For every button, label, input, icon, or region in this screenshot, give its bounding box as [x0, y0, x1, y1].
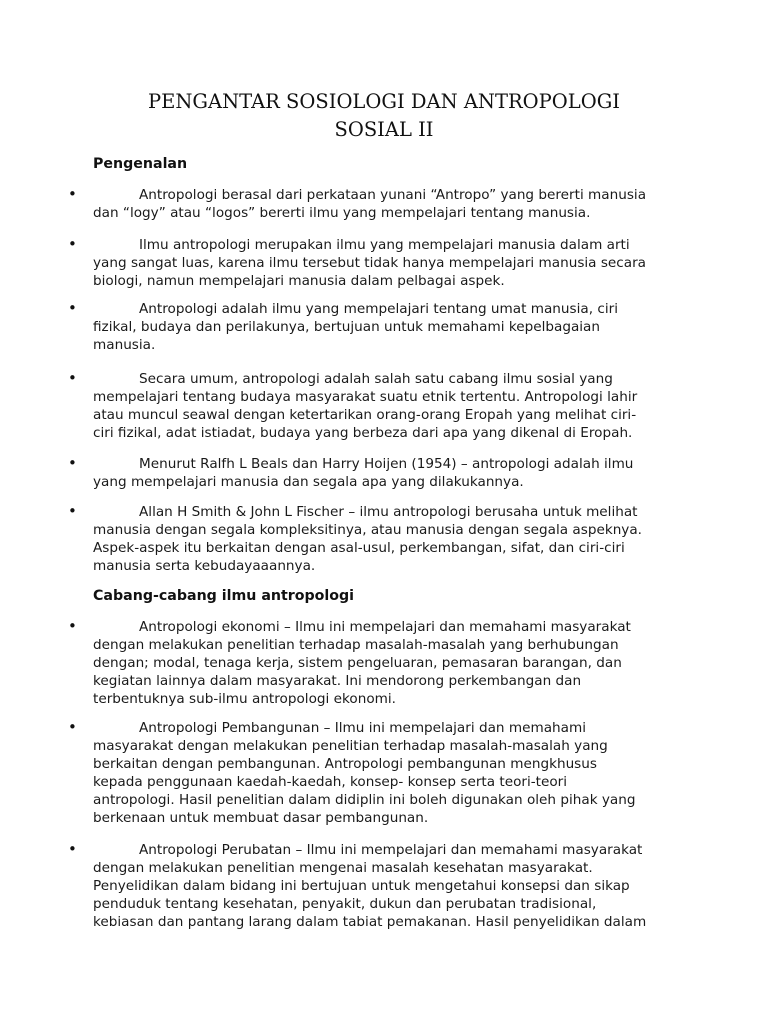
bullet-text-line: manusia. — [93, 337, 156, 354]
bullet-text-line: antropologi. Hasil penelitian dalam didiplin ini boleh digunakan oleh pihak yang — [93, 792, 636, 809]
bullet-text-line: Antropologi ekonomi – Ilmu ini mempelajari dan memahami masyarakat — [139, 619, 631, 635]
bullet-item — [68, 299, 683, 354]
bullet-text-line: masyarakat dengan melakukan penelitian terhadap masalah-masalah yang — [93, 738, 608, 755]
bullet-text-line: dengan melakukan penelitian terhadap masalah-masalah yang berhubungan — [93, 637, 619, 654]
bullet-text-line: Menurut Ralfh L Beals dan Harry Hoijen (1954) – antropologi adalah ilmu — [139, 456, 634, 472]
bullet-item — [68, 454, 683, 491]
bullet-item — [68, 718, 683, 828]
bullet-marker: • — [68, 185, 77, 203]
bullet-marker: • — [68, 235, 77, 253]
bullet-marker: • — [68, 369, 77, 387]
bullet-marker: • — [68, 502, 77, 520]
bullet-text-line: Allan H Smith & John L Fischer – ilmu antropologi berusaha untuk melihat — [139, 504, 638, 520]
bullet-text-line: Ilmu antropologi merupakan ilmu yang mempelajari manusia dalam arti — [139, 237, 630, 253]
bullet-text-line: kegiatan lainnya dalam masyarakat. Ini mendorong perkembangan dan — [93, 673, 582, 690]
section-heading: Cabang-cabang ilmu antropologi — [93, 588, 355, 604]
bullet-marker: • — [68, 840, 77, 858]
bullet-text-line: fizikal, budaya dan perilakunya, bertujuan untuk memahami kepelbagaian — [93, 319, 600, 336]
bullet-text-line: manusia serta kebudayaaannya. — [93, 558, 316, 575]
section-heading: Pengenalan — [93, 156, 188, 172]
bullet-item — [68, 840, 683, 931]
bullet-text-line: penduduk tentang kesehatan, penyakit, dukun dan perubatan tradisional, — [93, 896, 597, 913]
bullet-item — [68, 235, 683, 290]
bullet-text-line: Antropologi berasal dari perkataan yunani “Antropo” yang bererti manusia — [139, 187, 647, 203]
bullet-text-line: biologi, namun mempelajari manusia dalam pelbagai aspek. — [93, 273, 505, 290]
bullet-text-line: Antropologi Pembangunan – Ilmu ini mempelajari dan memahami — [139, 720, 586, 736]
bullet-text-line: ciri fizikal, adat istiadat, budaya yang berbeza dari apa yang dikenal di Eropah. — [93, 425, 633, 442]
bullet-text-line: Antropologi adalah ilmu yang mempelajari tentang umat manusia, ciri — [139, 301, 618, 317]
bullet-text-line: Aspek-aspek itu berkaitan dengan asal-usul, perkembangan, sifat, dan ciri-ciri — [93, 540, 625, 557]
bullet-text-line: manusia dengan segala kompleksitinya, atau manusia dengan segala aspeknya. — [93, 522, 643, 539]
bullet-item — [68, 617, 683, 708]
bullet-text-line: dengan melakukan penelitian mengenai masalah kesehatan masyarakat. — [93, 860, 593, 877]
bullet-text-line: Secara umum, antropologi adalah salah satu cabang ilmu sosial yang — [139, 371, 613, 387]
bullet-marker: • — [68, 299, 77, 317]
bullet-text-line: kepada penggunaan kaedah-kaedah, konsep- konsep serta teori-teori — [93, 774, 568, 791]
bullet-text-line: yang sangat luas, karena ilmu tersebut tidak hanya mempelajari manusia secara — [93, 255, 647, 272]
bullet-text-line: terbentuknya sub-ilmu antropologi ekonomi. — [93, 691, 396, 708]
bullet-text-line: mempelajari tentang budaya masyarakat suatu etnik tertentu. Antropologi lahir — [93, 389, 638, 406]
bullet-marker: • — [68, 454, 77, 472]
bullet-text-line: dengan; modal, tenaga kerja, sistem pengeluaran, pemasaran barangan, dan — [93, 655, 622, 672]
bullet-text-line: dan “logy” atau “logos” bererti ilmu yang mempelajari tentang manusia. — [93, 205, 591, 222]
bullet-text-line: Penyelidikan dalam bidang ini bertujuan untuk mengetahui konsepsi dan sikap — [93, 878, 630, 895]
bullet-text-line: berkaitan dengan pembangunan. Antropologi pembangunan mengkhusus — [93, 756, 597, 773]
bullet-item — [68, 369, 683, 442]
bullet-item — [68, 185, 683, 222]
document-title-line-2: SOSIAL II — [334, 118, 434, 141]
document-title-line-1: PENGANTAR SOSIOLOGI DAN ANTROPOLOGI — [148, 90, 620, 113]
bullet-text-line: Antropologi Perubatan – Ilmu ini mempelajari dan memahami masyarakat — [139, 842, 643, 858]
bullet-marker: • — [68, 718, 77, 736]
bullet-text-line: kebiasan dan pantang larang dalam tabiat pemakanan. Hasil penyelidikan dalam — [93, 914, 647, 931]
bullet-item — [68, 502, 683, 575]
bullet-text-line: yang mempelajari manusia dan segala apa yang dilakukannya. — [93, 474, 524, 491]
bullet-text-line: berkenaan untuk membuat dasar pembangunan. — [93, 810, 429, 827]
bullet-text-line: atau muncul seawal dengan ketertarikan orang-orang Eropah yang melihat ciri- — [93, 407, 637, 424]
bullet-marker: • — [68, 617, 77, 635]
